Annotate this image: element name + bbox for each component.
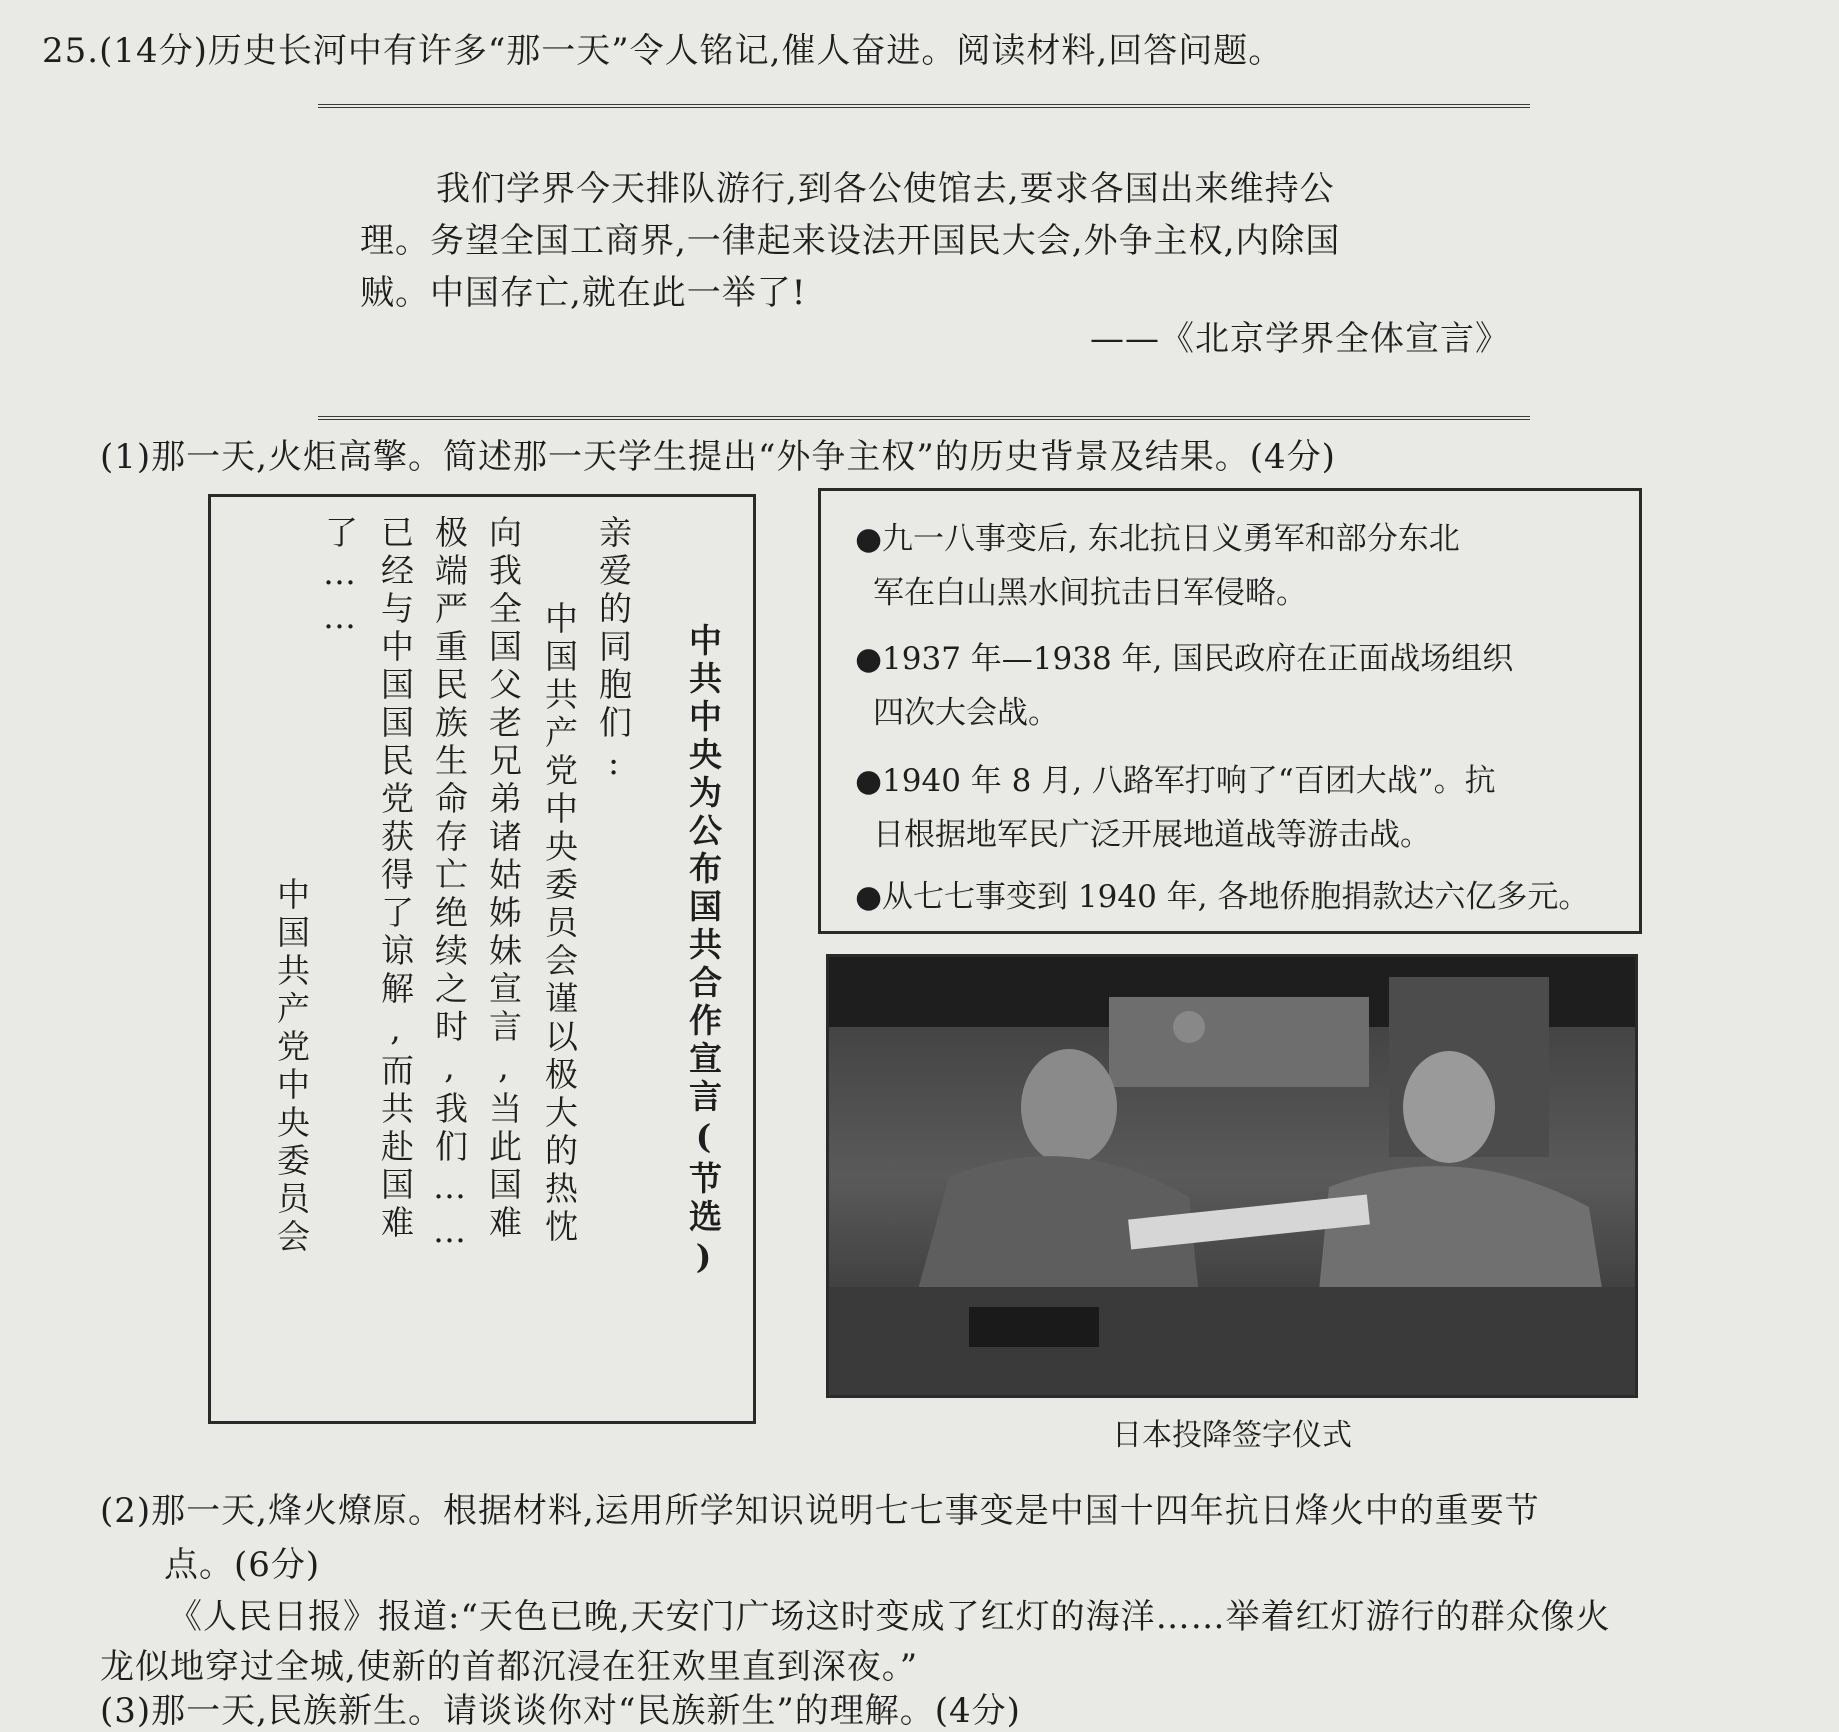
question-1: (1)那一天,火炬高擎。简述那一天学生提出“外争主权”的历史背景及结果。(4分) bbox=[100, 437, 1336, 477]
fact-1-line2: 军在白山黑水间抗击日军侵略。 bbox=[873, 575, 1307, 611]
material1-source: ——《北京学界全体宣言》 bbox=[1090, 319, 1510, 359]
question-2-line2: 点。(6分) bbox=[164, 1545, 321, 1585]
divider-top bbox=[318, 104, 1530, 108]
material1-line2: 理。务望全国工商界,一律起来设法开国民大会,外争主权,内除国 bbox=[360, 221, 1341, 261]
photo-caption: 日本投降签字仪式 bbox=[1112, 1418, 1352, 1453]
question-3: (3)那一天,民族新生。请谈谈你对“民族新生”的理解。(4分) bbox=[100, 1691, 1021, 1731]
cpc-declaration-box bbox=[208, 494, 756, 1424]
divider-bottom bbox=[318, 416, 1530, 420]
fact-1-line1: ●九一八事变后, 东北抗日义勇军和部分东北 bbox=[855, 521, 1460, 557]
fact-3-line1: ●1940 年 8 月, 八路军打响了“百团大战”。抗 bbox=[855, 763, 1496, 799]
surrender-signing-photo bbox=[826, 954, 1638, 1398]
question-header: 25.(14分)历史长河中有许多“那一天”令人铭记,催人奋进。阅读材料,回答问题。 bbox=[42, 31, 1284, 71]
declaration-col-3: 向我全国父老兄弟诸姑姊妹宣言,当此国难 bbox=[484, 515, 523, 1243]
material1-line3: 贼。中国存亡,就在此一举了! bbox=[360, 273, 807, 313]
material3-line2: 龙似地穿过全城,使新的首都沉浸在狂欢里直到深夜。” bbox=[100, 1647, 919, 1687]
fact-2-line2: 四次大会战。 bbox=[873, 695, 1059, 731]
anti-japanese-facts-box bbox=[818, 488, 1642, 934]
declaration-signature: 中国共产党中央委员会 bbox=[272, 877, 311, 1257]
fact-3-line2: 日根据地军民广泛开展地道战等游击战。 bbox=[873, 817, 1431, 853]
material1-line1: 我们学界今天排队游行,到各公使馆去,要求各国出来维持公 bbox=[436, 169, 1335, 209]
declaration-col-1: 亲爱的同胞们: bbox=[594, 515, 633, 787]
question-2-line1: (2)那一天,烽火燎原。根据材料,运用所学知识说明七七事变是中国十四年抗日烽火中的重要节 bbox=[100, 1491, 1540, 1531]
declaration-col-6: 了…… bbox=[320, 515, 359, 641]
material3-line1: 《人民日报》报道:“天色已晚,天安门广场这时变成了红灯的海洋……举着红灯游行的群众像火 bbox=[168, 1597, 1611, 1637]
declaration-col-4: 极端严重民族生命存亡绝续之时,我们…… bbox=[430, 515, 469, 1255]
fact-2-line1: ●1937 年—1938 年, 国民政府在正面战场组织 bbox=[855, 641, 1514, 677]
declaration-col-5: 已经与中国国民党获得了谅解,而共赴国难 bbox=[376, 515, 415, 1243]
declaration-title: 中共中央为公布国共合作宣言(节选) bbox=[684, 623, 723, 1281]
surrender-photo-image bbox=[829, 957, 1635, 1395]
fact-4-line1: ●从七七事变到 1940 年, 各地侨胞捐款达六亿多元。 bbox=[855, 879, 1590, 915]
declaration-col-2: 中国共产党中央委员会谨以极大的热忱 bbox=[540, 601, 579, 1247]
